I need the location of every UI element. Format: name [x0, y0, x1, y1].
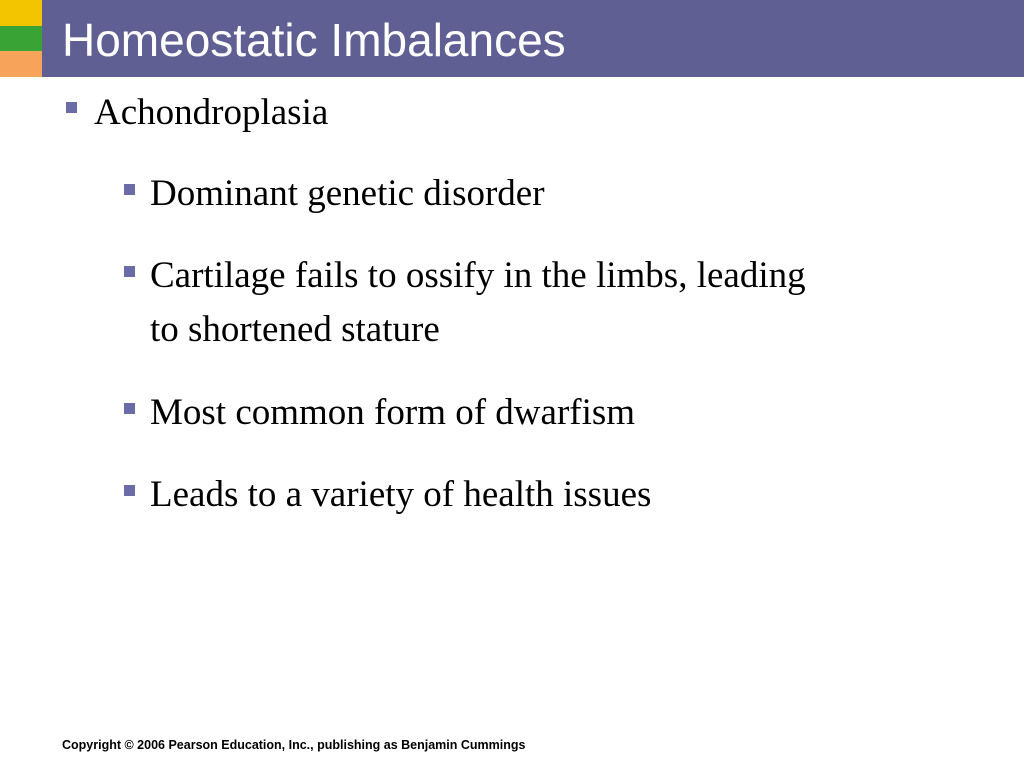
accent-block-orange: [0, 51, 42, 77]
accent-block-yellow: [0, 0, 42, 26]
bullet-square-icon: [124, 184, 135, 195]
bullet-square-icon: [124, 266, 135, 277]
bullet-square-icon: [66, 102, 77, 113]
bullet-square-icon: [124, 485, 135, 496]
copyright-footer: Copyright © 2006 Pearson Education, Inc., publishing as Benjamin Cummings: [62, 738, 526, 752]
bullet-square-icon: [124, 403, 135, 414]
sub-bullet-item: Most common form of dwarfism: [150, 392, 636, 433]
slide-title: Homeostatic Imbalances: [62, 14, 566, 66]
sub-bullet-item: Dominant genetic disorder: [150, 173, 545, 214]
sub-bullet-item: Cartilage fails to ossify in the limbs, leading to shortened stature: [150, 255, 806, 350]
sub-bullet-item: Leads to a variety of health issues: [150, 474, 652, 515]
bullet-item-achondroplasia: Achondroplasia: [94, 92, 329, 133]
accent-block-green: [0, 26, 42, 51]
